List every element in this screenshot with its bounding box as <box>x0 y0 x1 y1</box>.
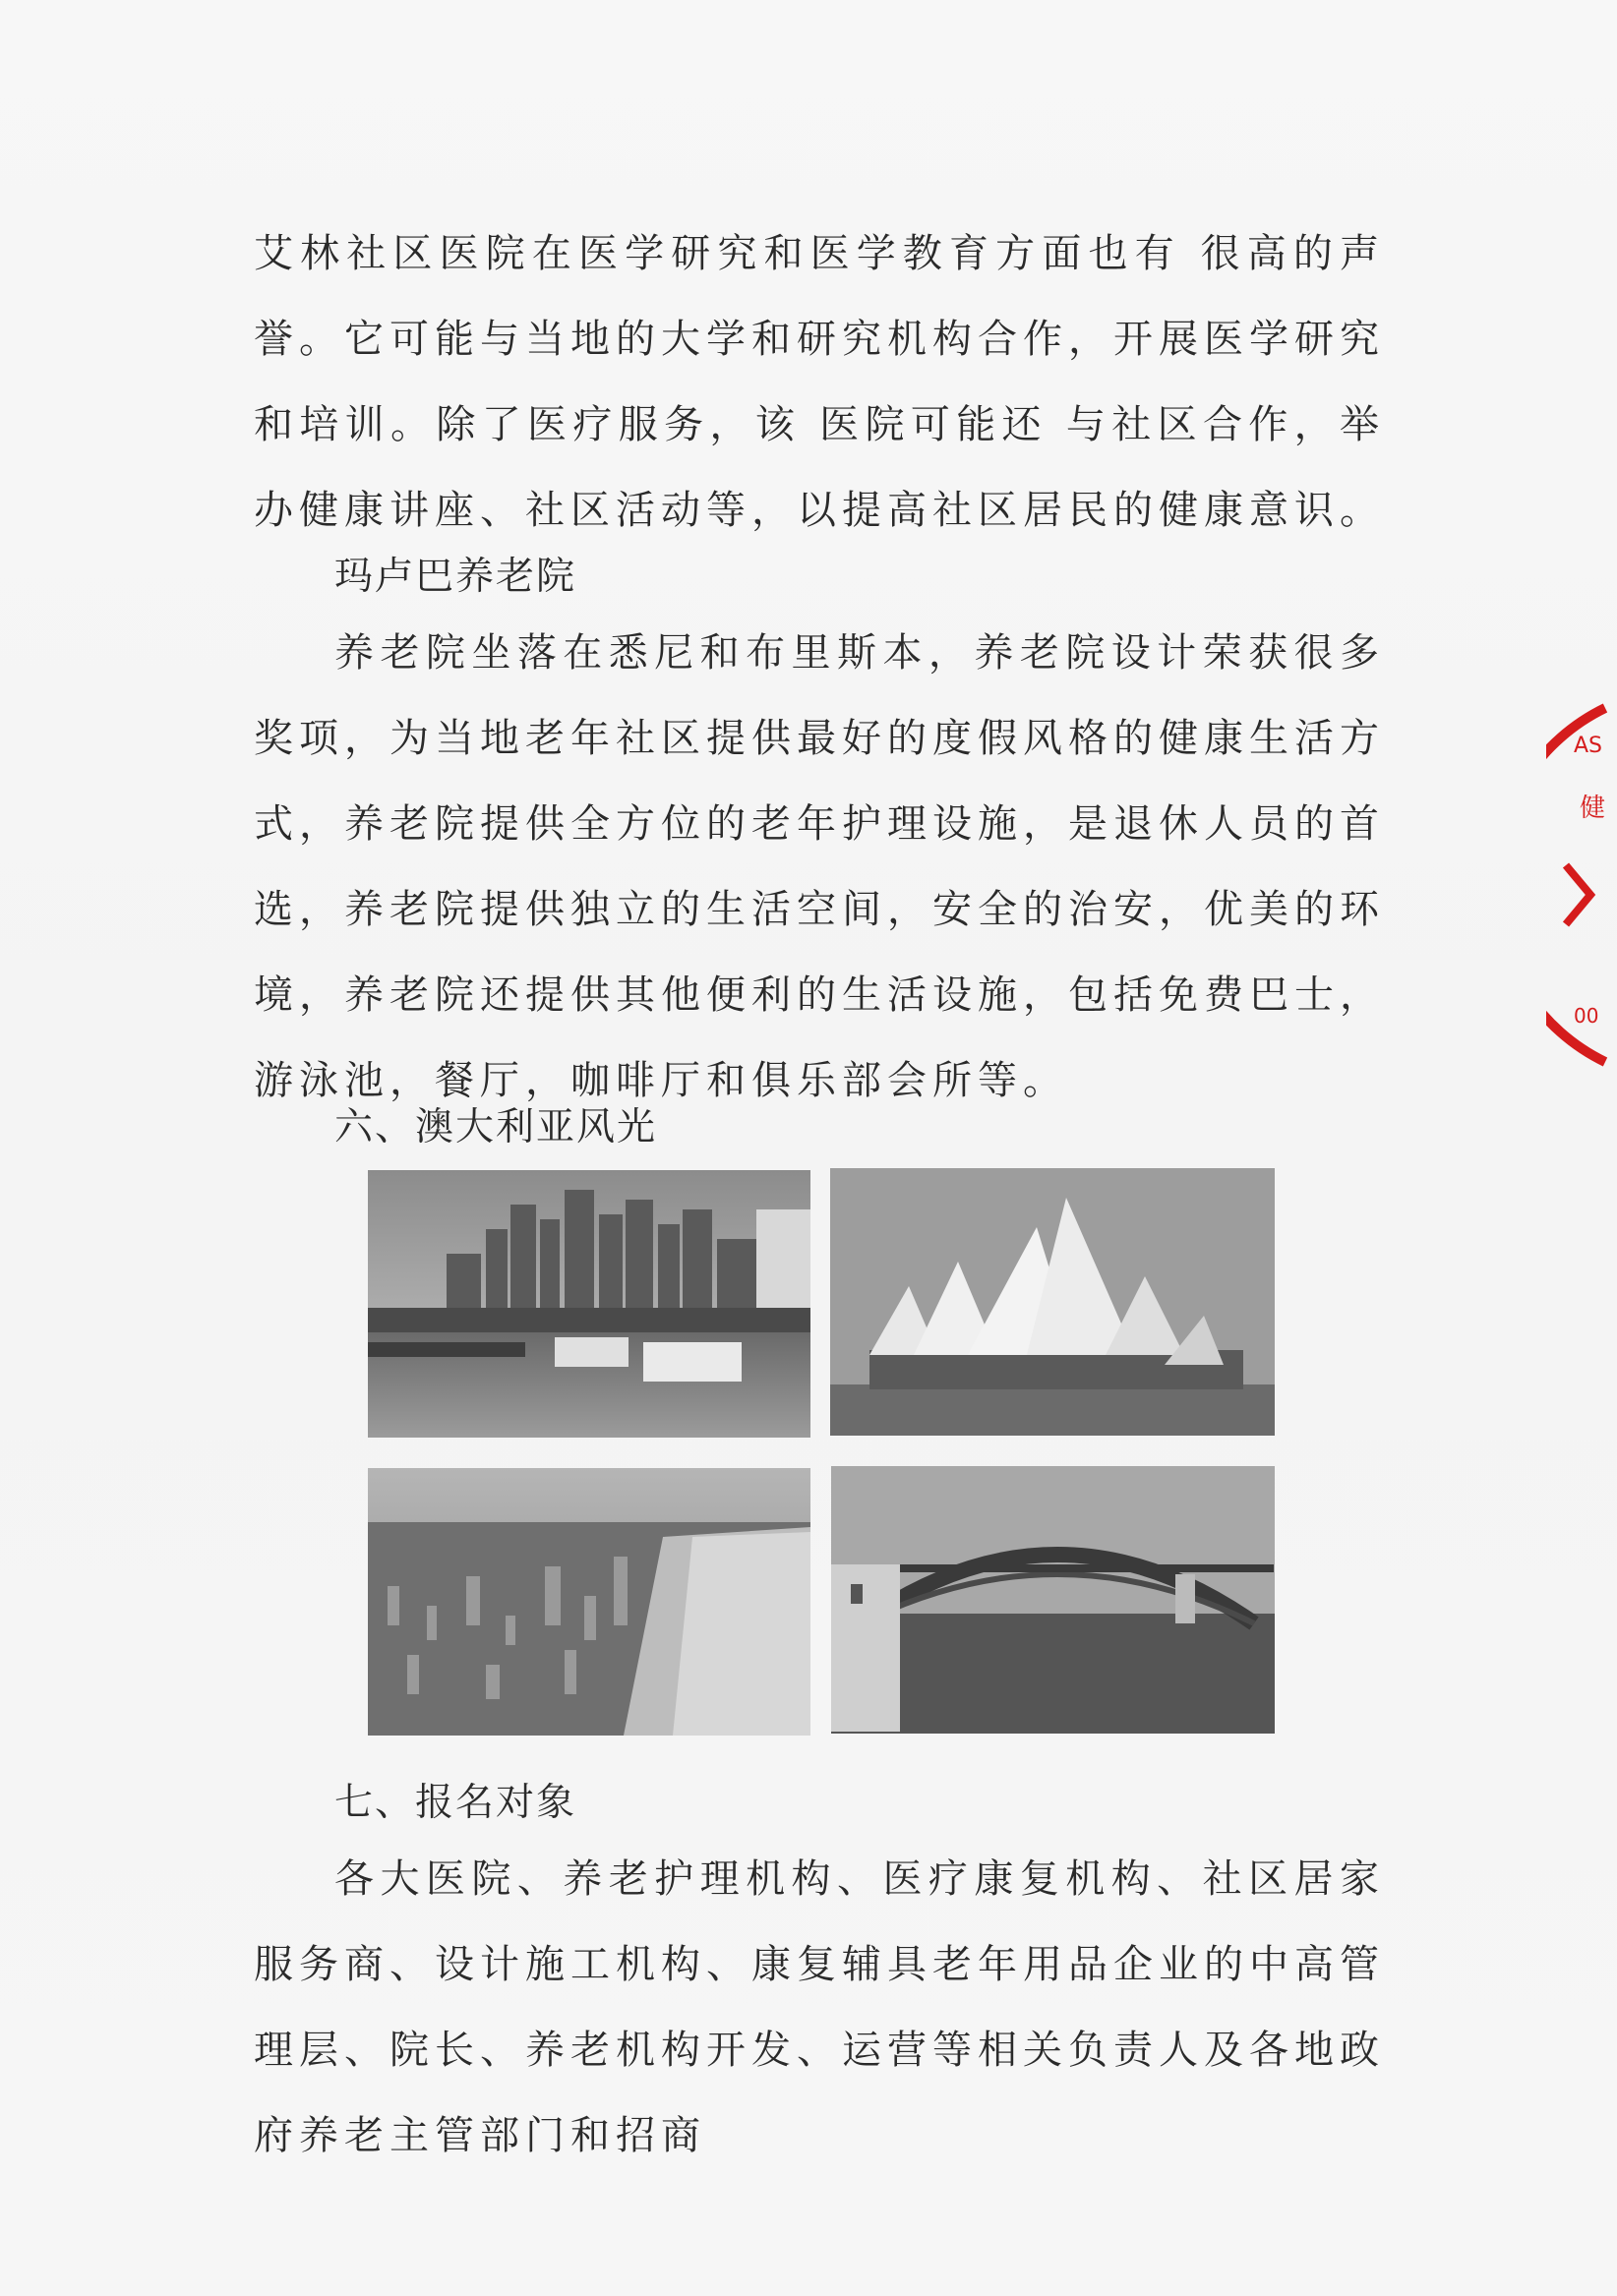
opera-house-photo <box>830 1168 1275 1436</box>
stamp-text-cjk: 健 <box>1580 794 1606 823</box>
paragraph-hospital: 艾林社区医院在医学研究和医学教育方面也有 很高的声誉。它可能与当地的大学和研究机构合作，开展医学研究和培训。除了医疗服务，该 医院可能还 与社区合作，举办健康讲座、社区活动等，以提高社区居民的健康意识。 <box>254 231 1385 533</box>
coastline-city-photo <box>368 1468 810 1736</box>
harbour-bridge-photo <box>831 1466 1275 1734</box>
paragraph-nursing-home: 养老院坐落在悉尼和布里斯本，养老院设计荣获很多奖项，为当地老年社区提供最好的度假风格的健康生活方式，养老院提供全方位的老年护理设施，是退休人员的首选，养老院提供独立的生活空间，安全的治安，优美的环境，养老院还提供其他便利的生活设施，包括免费巴士，游泳池，餐厅，咖啡厅和俱乐部会所等。 <box>254 630 1385 1103</box>
stamp-text-latin: AS <box>1574 734 1603 758</box>
harbour-city-photo <box>368 1170 810 1438</box>
red-seal-stamp <box>1546 688 1617 1082</box>
heading-scenery: 六、澳大利亚风光 <box>334 1105 658 1149</box>
heading-audience: 七、报名对象 <box>334 1781 577 1825</box>
heading-nursing-home: 玛卢巴养老院 <box>334 555 577 599</box>
paragraph-audience: 各大医院、养老护理机构、医疗康复机构、社区居家服务商、设计施工机构、康复辅具老年用品企业的中高管理层、院长、养老机构开发、运营等相关负责人及各地政府养老主管部门和招商 <box>254 1856 1385 2158</box>
stamp-text-number: 00 <box>1574 1004 1599 1028</box>
